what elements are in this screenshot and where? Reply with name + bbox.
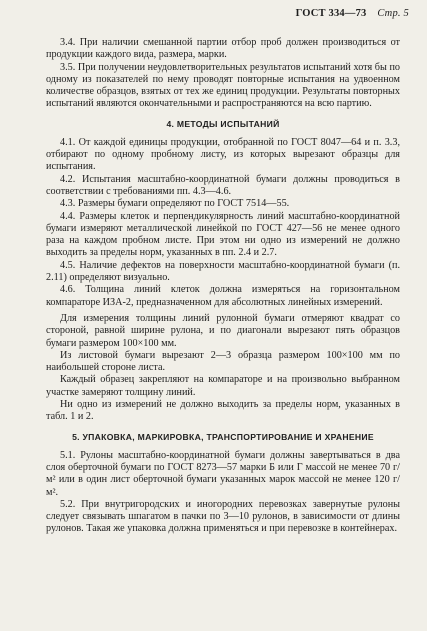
paragraph-5-2: 5.2. При внутригородских и иногородних перевозках завернутые рулоны следует связывать шпагатом в пачки по 3—10 рулонов, в зависимости от длины рулонов. Такая же упаковка должна применяться и при перевозке в контейнерах.: [46, 498, 400, 535]
paragraph-4-6: 4.6. Толщина линий клеток должна измеряться на горизонтальном компараторе ИЗА-2, предназначенном для абсолютных линейных измерений.: [46, 284, 400, 308]
paragraph-4-3: 4.3. Размеры бумаги определяют по ГОСТ 7514—55.: [60, 198, 290, 210]
paragraph-4-1: 4.1. От каждой единицы продукции, отобранной по ГОСТ 8047—64 и п. 3.3, отбирают по одному пробному листу, из которых вырезают образцы для испытания.: [46, 136, 400, 173]
section-5-heading: 5. УПАКОВКА, МАРКИРОВКА, ТРАНСПОРТИРОВАНИЕ И ХРАНЕНИЕ: [72, 431, 374, 442]
paragraph-comparator: Каждый образец закрепляют на компараторе и на произвольно выбранном участке замеряют толщину линий.: [46, 374, 400, 398]
paragraph-3-4: 3.4. При наличии смешанной партии отбор проб должен производиться от продукции каждого вида, размера, марки.: [46, 37, 400, 61]
paragraph-sheet-samples: Из листовой бумаги вырезают 2—3 образца размером 100×100 мм по наибольшей стороне листа.: [46, 349, 400, 374]
section-4-heading: 4. МЕТОДЫ ИСПЫТАНИЙ: [166, 118, 280, 129]
paragraph-norms: Ни одно из измерений не должно выходить за пределы норм, указанных в табл. 1 и 2.: [46, 399, 400, 423]
paragraph-4-2: 4.2. Испытания масштабно-координатной бумаги должны проводиться в соответствии с требованиями пп. 4.3—4.6.: [46, 173, 400, 197]
paragraph-3-5: 3.5. При получении неудовлетворительных результатов испытаний хотя бы по одному из показателей по нему проводят повторные испытания на удвоенном количестве образцов, взятых от тех же единиц продукции. Результаты повторных испытаний являются окончательными и распространяются на всю партию.: [46, 61, 400, 110]
document-body: [46, 37, 400, 536]
page-header: [296, 8, 409, 19]
paragraph-5-1: 5.1. Рулоны масштабно-координатной бумаги должны завертываться в два слоя оберточной бумаги по ГОСТ 8273—57 марки Б или Г массой не менее 70 г/м² или в один лист оберточной бумаги указанных марок массой не менее 120 г/м².: [46, 449, 400, 498]
standard-number: ГОСТ 334—73: [295, 8, 367, 19]
page-number: Стр. 5: [377, 8, 409, 19]
paragraph-4-5: 4.5. Наличие дефектов на поверхности масштабно-координатной бумаги (п. 2.11) определяют визуально.: [46, 259, 400, 284]
paragraph-4-4: 4.4. Размеры клеток и перпендикулярность линий масштабно-координатной бумаги измеряют металлической линейкой по ГОСТ 427—56 не менее одного раза на каждом пробном листе. При этом ни одно из измерений не должно выходить за пределы норм, указанных в пп. 2.4 и 2.7.: [46, 210, 400, 259]
paragraph-roll-measurement: Для измерения толщины линий рулонной бумаги отмеряют квадрат со стороной, равной ширине рулона, и по диагонали вырезают пять образцов бумаги размером 100×100 мм.: [46, 312, 400, 349]
